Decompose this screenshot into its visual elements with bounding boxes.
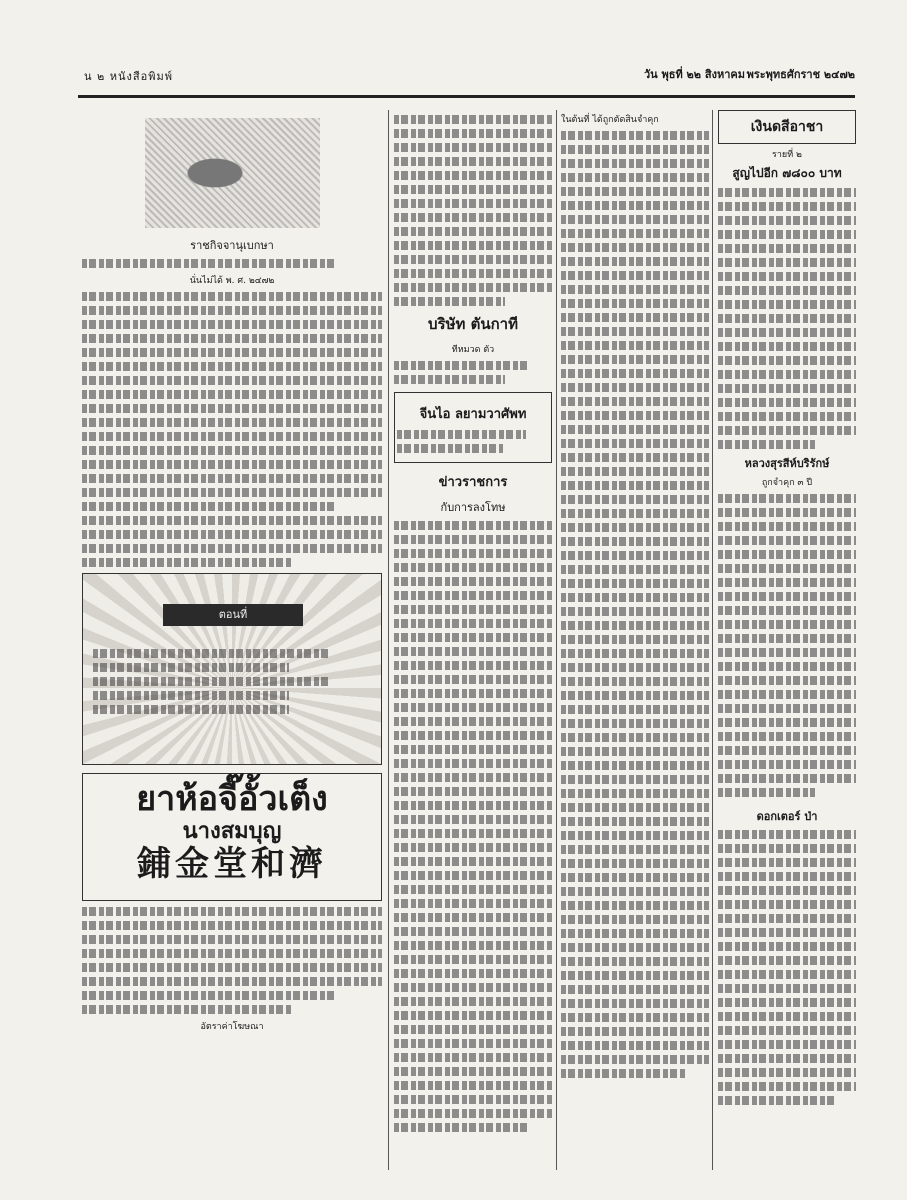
article-body	[561, 131, 709, 1078]
article-body	[82, 292, 382, 567]
section-subheading: ถูกจำคุก ๓ ปี	[761, 478, 813, 488]
page-header	[78, 55, 855, 91]
company-subtitle: ทีหมวด ตัว	[451, 345, 495, 355]
article-body	[394, 521, 552, 1132]
headline-amount: สูญไปอีก ๗๘๐๐ บาท	[732, 166, 842, 180]
advertisement-panel	[82, 573, 382, 765]
headline-title: เงินดสีอาชา	[750, 119, 824, 135]
header-rule	[78, 95, 855, 98]
column-1	[82, 110, 382, 1180]
notice-date: นั่นไม่ได้ พ. ศ. ๒๔๗๒	[189, 276, 275, 286]
section-subtitle: กับการลงโทษ	[440, 501, 506, 514]
headline-subtitle: รายที่ ๒	[772, 150, 802, 160]
section-title: ข่าวราชการ	[438, 475, 508, 490]
page-label: น ๒ หนังสือพิมพ์	[84, 70, 173, 83]
article-lead: ในต้นที่ ได้ถูกตัดสินจำคุก	[561, 115, 659, 125]
issue-year: พระพุทธศักราช ๒๔๗๒	[746, 68, 855, 81]
ad-chinese-name: 鋪金堂和濟	[137, 844, 327, 884]
panel-banner: ตอนที่	[163, 604, 303, 626]
ad-subheadline: นางสมบุญ	[182, 818, 282, 844]
column-3	[561, 110, 709, 1180]
article-body	[718, 830, 856, 1105]
article-body	[718, 188, 856, 449]
illustration-image	[145, 118, 320, 228]
ad-body-text	[82, 907, 382, 1014]
medicine-advertisement	[82, 773, 382, 901]
headline-box	[718, 110, 856, 144]
boxed-notice-title: จีนไอ ลยามวาศัพท	[419, 407, 527, 422]
column-divider	[556, 110, 557, 1170]
column-divider	[712, 110, 713, 1170]
column-4	[718, 110, 856, 1180]
article-body	[718, 494, 856, 797]
column-2	[394, 110, 552, 1180]
section-heading: ดอกเตอร์ ป่า	[756, 810, 818, 823]
photo-caption: ราชกิจจานุเบกษา	[190, 239, 274, 252]
column-divider	[388, 110, 389, 1170]
boxed-notice	[394, 392, 552, 463]
section-heading: หลวงสุรสีห์บริรักษ์	[744, 457, 830, 470]
article-body	[394, 115, 552, 306]
company-title: บริษัท ตันกาที	[428, 315, 518, 333]
ad-footer: อัตราค่าโฆษณา	[200, 1022, 264, 1032]
issue-date: วัน พุธที่ ๒๒ สิงหาคม	[643, 68, 745, 81]
ad-headline: ยาห้อจี๊อั้วเต็ง	[136, 779, 328, 819]
